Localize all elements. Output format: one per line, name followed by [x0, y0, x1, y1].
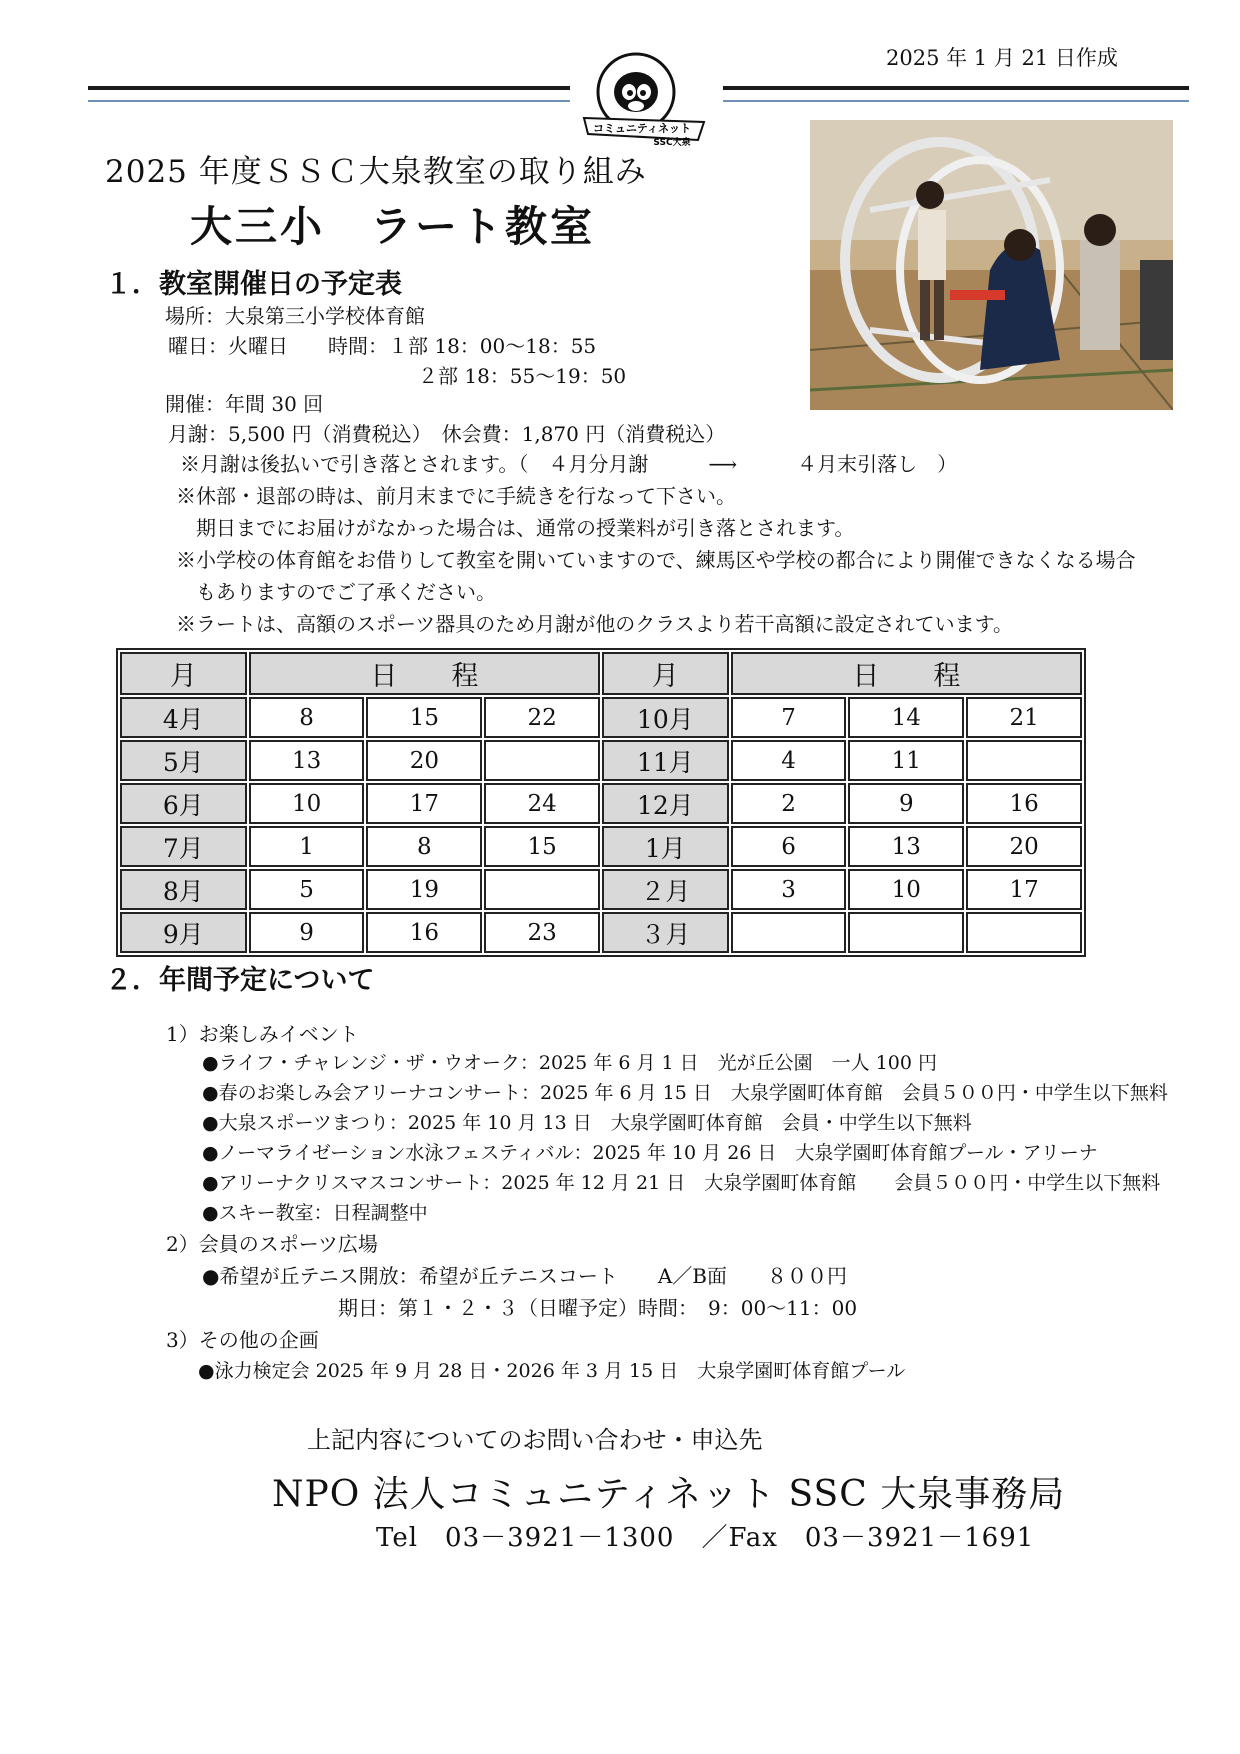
date-cell: 15: [484, 826, 600, 867]
svg-text:SSC大泉: SSC大泉: [653, 138, 691, 148]
table-row: [120, 783, 1082, 824]
month-cell: 9月: [120, 912, 247, 953]
month-cell: 5月: [120, 740, 247, 781]
table-row: [120, 826, 1082, 867]
event-item: ●春のお楽しみ会アリーナコンサート：2025 年 6 月 15 日 大泉学園町体育館 会員５００円・中学生以下無料: [202, 1082, 1168, 1104]
date-cell: 9: [848, 783, 964, 824]
rhoenrad-class-photo: [810, 120, 1173, 410]
header-month: 月: [602, 652, 729, 695]
date-cell: 13: [249, 740, 365, 781]
event-item: ●大泉スポーツまつり：2025 年 10 月 13 日 大泉学園町体育館 会員・中学生以下無料: [202, 1112, 972, 1134]
svg-text:コミュニティネット: コミュニティネット: [593, 122, 691, 135]
other-subheading: 3）その他の企画: [166, 1328, 319, 1352]
date-cell: [731, 912, 847, 953]
date-cell: 22: [484, 697, 600, 738]
date-cell: 24: [484, 783, 600, 824]
date-cell: 20: [366, 740, 482, 781]
table-row: [120, 912, 1082, 953]
date-cell: 20: [966, 826, 1082, 867]
date-cell: 8: [249, 697, 365, 738]
date-cell: 13: [848, 826, 964, 867]
header-rule-right: [723, 86, 1189, 102]
date-cell: 7: [731, 697, 847, 738]
date-cell: 1: [249, 826, 365, 867]
contact-intro: 上記内容についてのお問い合わせ・申込先: [307, 1426, 763, 1454]
date-cell: 4: [731, 740, 847, 781]
header-rule-left: [88, 86, 570, 102]
month-cell: 1月: [602, 826, 729, 867]
header-month: 月: [120, 652, 247, 695]
organization-title: 2025 年度ＳＳＣ大泉教室の取り組み: [105, 154, 647, 190]
month-cell: 12月: [602, 783, 729, 824]
note-payment: ※月謝は後払いで引き落とされます。（ ４月分月謝 ⟶ ４月末引落し ）: [180, 452, 958, 476]
table-row: [120, 740, 1082, 781]
month-cell: 7月: [120, 826, 247, 867]
date-cell: 23: [484, 912, 600, 953]
month-cell: ３月: [602, 912, 729, 953]
event-item: ●ライフ・チャレンジ・ザ・ウオーク：2025 年 6 月 1 日 光が丘公園 一人 100 円: [202, 1052, 937, 1074]
table-row: [120, 697, 1082, 738]
event-item: ●アリーナクリスマスコンサート：2025 年 12 月 21 日 大泉学園町体育館 会員５００円・中学生以下無料: [202, 1172, 1161, 1194]
date-cell: 8: [366, 826, 482, 867]
tennis-item: ●希望が丘テニス開放：希望が丘テニスコート A／B面 ８００円: [202, 1264, 847, 1288]
date-cell: 21: [966, 697, 1082, 738]
month-cell: 4月: [120, 697, 247, 738]
note-venue: ※小学校の体育館をお借りして教室を開いていますので、練馬区や学校の都合により開催できなくなる場合: [176, 548, 1136, 572]
date-cell: 3: [731, 869, 847, 910]
month-cell: 8月: [120, 869, 247, 910]
class-title: 大三小 ラート教室: [190, 202, 596, 251]
date-cell: 16: [966, 783, 1082, 824]
date-cell: 2: [731, 783, 847, 824]
contact-phone-fax: Tel 03－3921－1300 ／Fax 03－3921－1691: [376, 1523, 1035, 1553]
section-2-heading: ２．年間予定について: [105, 965, 375, 996]
date-cell: [484, 740, 600, 781]
month-cell: 10月: [602, 697, 729, 738]
note-withdrawal-cont: 期日までにお届けがなかった場合は、通常の授業料が引き落とされます。: [196, 516, 855, 540]
events-subheading: 1）お楽しみイベント: [166, 1022, 359, 1046]
table-row: [120, 869, 1082, 910]
monthly-fee: 月謝：5,500 円（消費税込） 休会費：1,870 円（消費税込）: [168, 422, 726, 446]
date-cell: 10: [848, 869, 964, 910]
annual-sessions: 開催：年間 30 回: [165, 392, 324, 416]
date-cell: 16: [366, 912, 482, 953]
note-withdrawal: ※休部・退部の時は、前月末までに手続きを行なって下さい。: [176, 484, 736, 508]
sports-subheading: 2）会員のスポーツ広場: [166, 1232, 378, 1256]
date-cell: 19: [366, 869, 482, 910]
header-dates: 日 程: [249, 652, 600, 695]
date-cell: 9: [249, 912, 365, 953]
ssc-mascot-logo: [574, 48, 714, 148]
table-header-row: [120, 652, 1082, 695]
note-venue-cont: もありますのでご了承ください。: [196, 580, 496, 604]
date-cell: 17: [366, 783, 482, 824]
date-cell: 11: [848, 740, 964, 781]
event-item: ●ノーマライゼーション水泳フェスティバル：2025 年 10 月 26 日 大泉学園町体育館プール・アリーナ: [202, 1142, 1098, 1164]
date-cell: 10: [249, 783, 365, 824]
date-cell: 14: [848, 697, 964, 738]
note-fee: ※ラートは、高額のスポーツ器具のため月謝が他のクラスより若干高額に設定されています。: [176, 612, 1013, 636]
venue: 場所：大泉第三小学校体育館: [165, 304, 425, 328]
date-cell: [484, 869, 600, 910]
tennis-date: 期日：第１・２・３（日曜予定）時間： 9：00～11：00: [338, 1296, 858, 1320]
creation-date: 2025 年 1 月 21 日作成: [886, 46, 1118, 70]
month-cell: 11月: [602, 740, 729, 781]
date-cell: 5: [249, 869, 365, 910]
month-cell: ２月: [602, 869, 729, 910]
weekday-time: 曜日：火曜日 時間：１部 18：00～18：55: [168, 334, 597, 358]
section-1-heading: １．教室開催日の予定表: [105, 269, 402, 300]
month-cell: 6月: [120, 783, 247, 824]
swim-test-item: ●泳力検定会 2025 年 9 月 28 日・2026 年 3 月 15 日 大泉学園町体育館プール: [198, 1360, 906, 1382]
date-cell: 6: [731, 826, 847, 867]
schedule-table: [116, 648, 1086, 957]
contact-organization: NPO 法人コミュニティネット SSC 大泉事務局: [272, 1474, 1066, 1515]
date-cell: 15: [366, 697, 482, 738]
header-dates: 日 程: [731, 652, 1082, 695]
date-cell: [848, 912, 964, 953]
second-session-time: ２部 18：55～19：50: [418, 364, 627, 388]
date-cell: 17: [966, 869, 1082, 910]
date-cell: [966, 740, 1082, 781]
date-cell: [966, 912, 1082, 953]
event-item: ●スキー教室：日程調整中: [202, 1202, 428, 1224]
